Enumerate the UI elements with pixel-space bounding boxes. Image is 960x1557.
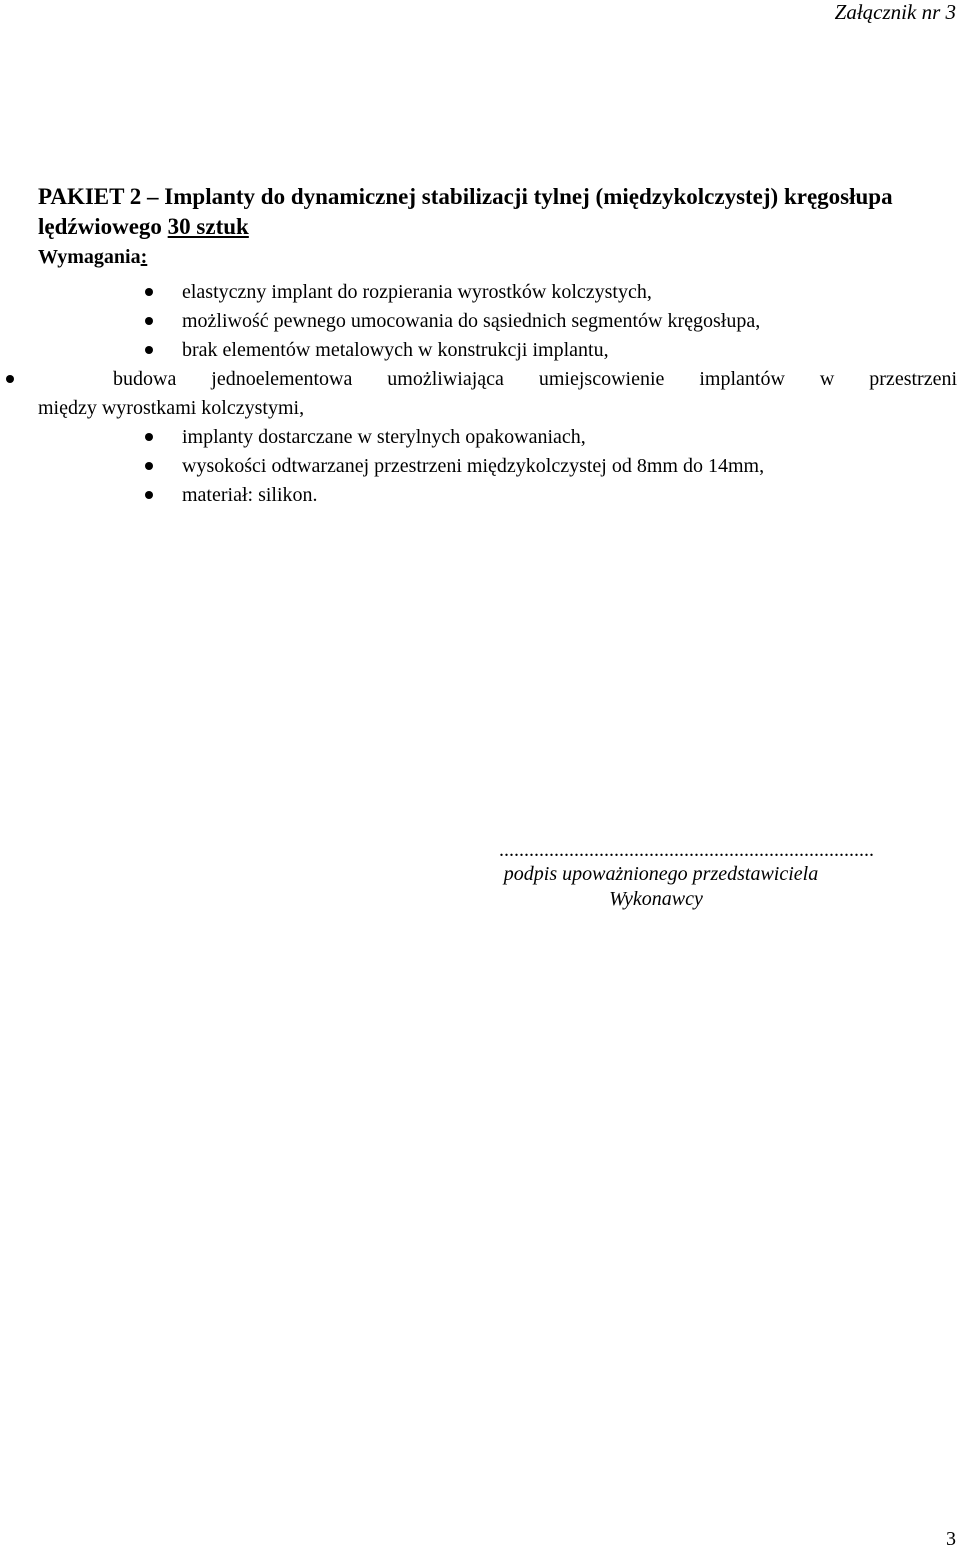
signature-caption-contractor: Wykonawcy [609, 888, 703, 910]
bullet-icon [145, 288, 153, 296]
title-main: PAKIET 2 – Implanty do dynamicznej stabilizacji tylnej (międzykolczystej) kręgosłupa lędźwiowego [38, 184, 893, 239]
bullet-icon [145, 462, 153, 470]
page-title [38, 182, 953, 242]
requirement-item: możliwość pewnego umocowania do sąsiednich segmentów kręgosłupa, [182, 310, 761, 332]
signature-line: ........................................................................... [499, 839, 874, 861]
requirements-label: Wymagania [38, 246, 141, 268]
attachment-label: Załącznik nr 3 [834, 0, 956, 24]
title-quantity: 30 sztuk [167, 214, 249, 239]
page-number: 3 [946, 1528, 956, 1550]
bullet-icon [145, 346, 153, 354]
requirement-item: budowa jednoelementowa umożliwiająca umiejscowienie implantów w przestrzeni [113, 368, 957, 390]
bullet-icon [145, 433, 153, 441]
requirement-item: implanty dostarczane w sterylnych opakowaniach, [182, 426, 586, 448]
bullet-icon [6, 375, 14, 383]
requirement-item: brak elementów metalowych w konstrukcji implantu, [182, 339, 609, 361]
bullet-icon [145, 317, 153, 325]
requirement-item: materiał: silikon. [182, 484, 318, 506]
bullet-icon [145, 491, 153, 499]
requirements-heading [38, 245, 147, 269]
requirement-item: elastyczny implant do rozpierania wyrostków kolczystych, [182, 281, 652, 303]
requirement-item: wysokości odtwarzanej przestrzeni międzykolczystej od 8mm do 14mm, [182, 455, 765, 477]
requirements-colon: : [140, 246, 148, 268]
signature-caption: podpis upoważnionego przedstawiciela [503, 863, 819, 885]
requirement-item-continuation: między wyrostkami kolczystymi, [38, 397, 305, 419]
